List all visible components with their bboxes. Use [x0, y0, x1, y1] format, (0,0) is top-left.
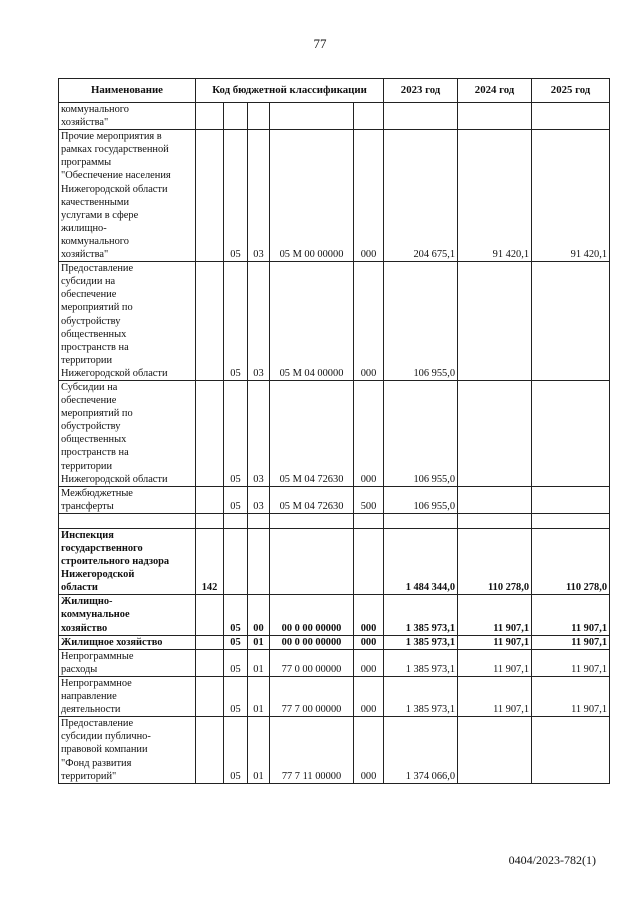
- code-subsection: 03: [248, 130, 270, 262]
- table-row: [59, 486, 610, 513]
- code-expense-type: 000: [354, 676, 384, 716]
- code-admin: [196, 649, 224, 676]
- code-target: 77 0 00 00000: [270, 649, 354, 676]
- row-name: Межбюджетные трансферты: [59, 486, 196, 513]
- budget-table: [58, 78, 610, 784]
- code-subsection: 01: [248, 717, 270, 783]
- code-admin: [196, 635, 224, 649]
- table-row: [59, 262, 610, 381]
- code-admin: [196, 595, 224, 635]
- code-admin: [196, 262, 224, 381]
- value-2023: 1 385 973,1: [384, 676, 458, 716]
- code-subsection: 03: [248, 262, 270, 381]
- code-target: 05 М 04 72630: [270, 486, 354, 513]
- value-2025: [532, 486, 610, 513]
- row-name: Непрограммные расходы: [59, 649, 196, 676]
- value-2025: 91 420,1: [532, 130, 610, 262]
- code-target: [270, 528, 354, 594]
- page-number: 77: [313, 36, 327, 51]
- value-2025: 11 907,1: [532, 676, 610, 716]
- code-target: 00 0 00 00000: [270, 595, 354, 635]
- table-body: [59, 103, 610, 784]
- code-subsection: 01: [248, 676, 270, 716]
- row-name: Субсидии на обеспечение мероприятий по обустройству общественных пространств на территории Нижегородской области: [59, 380, 196, 486]
- code-section: 05: [224, 649, 248, 676]
- code-expense-type: [354, 513, 384, 528]
- code-admin: [196, 513, 224, 528]
- value-2025: [532, 103, 610, 130]
- value-2024: 110 278,0: [458, 528, 532, 594]
- row-name: коммунального хозяйства": [59, 103, 196, 130]
- code-section: 05: [224, 262, 248, 381]
- code-section: 05: [224, 595, 248, 635]
- value-2025: [532, 380, 610, 486]
- value-2024: 11 907,1: [458, 635, 532, 649]
- value-2023: 106 955,0: [384, 380, 458, 486]
- document-code: 0404/2023-782(1): [508, 853, 596, 867]
- value-2024: [458, 103, 532, 130]
- code-subsection: 01: [248, 635, 270, 649]
- code-expense-type: 000: [354, 380, 384, 486]
- code-subsection: [248, 513, 270, 528]
- value-2023: [384, 513, 458, 528]
- code-expense-type: 000: [354, 649, 384, 676]
- header-name: Наименование: [59, 79, 196, 103]
- code-subsection: [248, 103, 270, 130]
- value-2023: 1 374 066,0: [384, 717, 458, 783]
- value-2025: 11 907,1: [532, 635, 610, 649]
- table-row: [59, 717, 610, 783]
- code-section: 05: [224, 717, 248, 783]
- code-section: 05: [224, 676, 248, 716]
- value-2025: 11 907,1: [532, 649, 610, 676]
- code-expense-type: 500: [354, 486, 384, 513]
- table-row: [59, 635, 610, 649]
- code-admin: [196, 676, 224, 716]
- code-admin: [196, 130, 224, 262]
- code-section: [224, 103, 248, 130]
- table-row: [59, 528, 610, 594]
- code-expense-type: 000: [354, 635, 384, 649]
- table-row: [59, 513, 610, 528]
- code-admin: [196, 103, 224, 130]
- header-row: [59, 79, 610, 103]
- value-2023: [384, 103, 458, 130]
- value-2025: [532, 262, 610, 381]
- value-2024: 11 907,1: [458, 595, 532, 635]
- code-admin: [196, 380, 224, 486]
- value-2024: [458, 262, 532, 381]
- code-expense-type: [354, 103, 384, 130]
- code-target: 05 М 04 00000: [270, 262, 354, 381]
- header-code: Код бюджетной классификации: [196, 79, 384, 103]
- code-admin: [196, 717, 224, 783]
- row-name: [59, 513, 196, 528]
- value-2023: 106 955,0: [384, 486, 458, 513]
- code-target: 77 7 00 00000: [270, 676, 354, 716]
- table-row: [59, 649, 610, 676]
- value-2023: 204 675,1: [384, 130, 458, 262]
- table-row: [59, 130, 610, 262]
- code-section: [224, 528, 248, 594]
- code-expense-type: 000: [354, 595, 384, 635]
- value-2025: 110 278,0: [532, 528, 610, 594]
- code-expense-type: 000: [354, 717, 384, 783]
- header-2023: 2023 год: [384, 79, 458, 103]
- code-section: 05: [224, 130, 248, 262]
- row-name: Прочие мероприятия в рамках государственной программы "Обеспечение населения Нижегородской области качественными услугами в сфере жилищно- коммунального хозяйства": [59, 130, 196, 262]
- code-section: [224, 513, 248, 528]
- code-admin: [196, 486, 224, 513]
- value-2024: [458, 486, 532, 513]
- code-target: 05 М 00 00000: [270, 130, 354, 262]
- value-2023: 106 955,0: [384, 262, 458, 381]
- table-row: [59, 103, 610, 130]
- code-subsection: 00: [248, 595, 270, 635]
- header-2024: 2024 год: [458, 79, 532, 103]
- code-section: 05: [224, 380, 248, 486]
- code-expense-type: [354, 528, 384, 594]
- code-target: [270, 103, 354, 130]
- header-2025: 2025 год: [532, 79, 610, 103]
- value-2024: 11 907,1: [458, 676, 532, 716]
- value-2023: 1 385 973,1: [384, 635, 458, 649]
- table-row: [59, 595, 610, 635]
- code-target: 05 М 04 72630: [270, 380, 354, 486]
- code-target: 00 0 00 00000: [270, 635, 354, 649]
- code-target: [270, 513, 354, 528]
- code-subsection: 03: [248, 486, 270, 513]
- value-2025: [532, 717, 610, 783]
- code-admin: 142: [196, 528, 224, 594]
- row-name: Инспекция государственного строительного надзора Нижегородской области: [59, 528, 196, 594]
- value-2025: [532, 513, 610, 528]
- value-2024: [458, 380, 532, 486]
- code-section: 05: [224, 486, 248, 513]
- row-name: Жилищно- коммунальное хозяйство: [59, 595, 196, 635]
- code-target: 77 7 11 00000: [270, 717, 354, 783]
- table-row: [59, 380, 610, 486]
- code-expense-type: 000: [354, 262, 384, 381]
- code-subsection: 03: [248, 380, 270, 486]
- code-subsection: 01: [248, 649, 270, 676]
- value-2024: [458, 513, 532, 528]
- row-name: Предоставление субсидии на обеспечение мероприятий по обустройству общественных пространств на территории Нижегородской области: [59, 262, 196, 381]
- code-subsection: [248, 528, 270, 594]
- value-2023: 1 385 973,1: [384, 595, 458, 635]
- row-name: Предоставление субсидии публично- правовой компании "Фонд развития территорий": [59, 717, 196, 783]
- value-2024: 11 907,1: [458, 649, 532, 676]
- table-row: [59, 676, 610, 716]
- value-2023: 1 385 973,1: [384, 649, 458, 676]
- value-2025: 11 907,1: [532, 595, 610, 635]
- value-2024: [458, 717, 532, 783]
- row-name: Непрограммное направление деятельности: [59, 676, 196, 716]
- value-2024: 91 420,1: [458, 130, 532, 262]
- row-name: Жилищное хозяйство: [59, 635, 196, 649]
- code-expense-type: 000: [354, 130, 384, 262]
- value-2023: 1 484 344,0: [384, 528, 458, 594]
- code-section: 05: [224, 635, 248, 649]
